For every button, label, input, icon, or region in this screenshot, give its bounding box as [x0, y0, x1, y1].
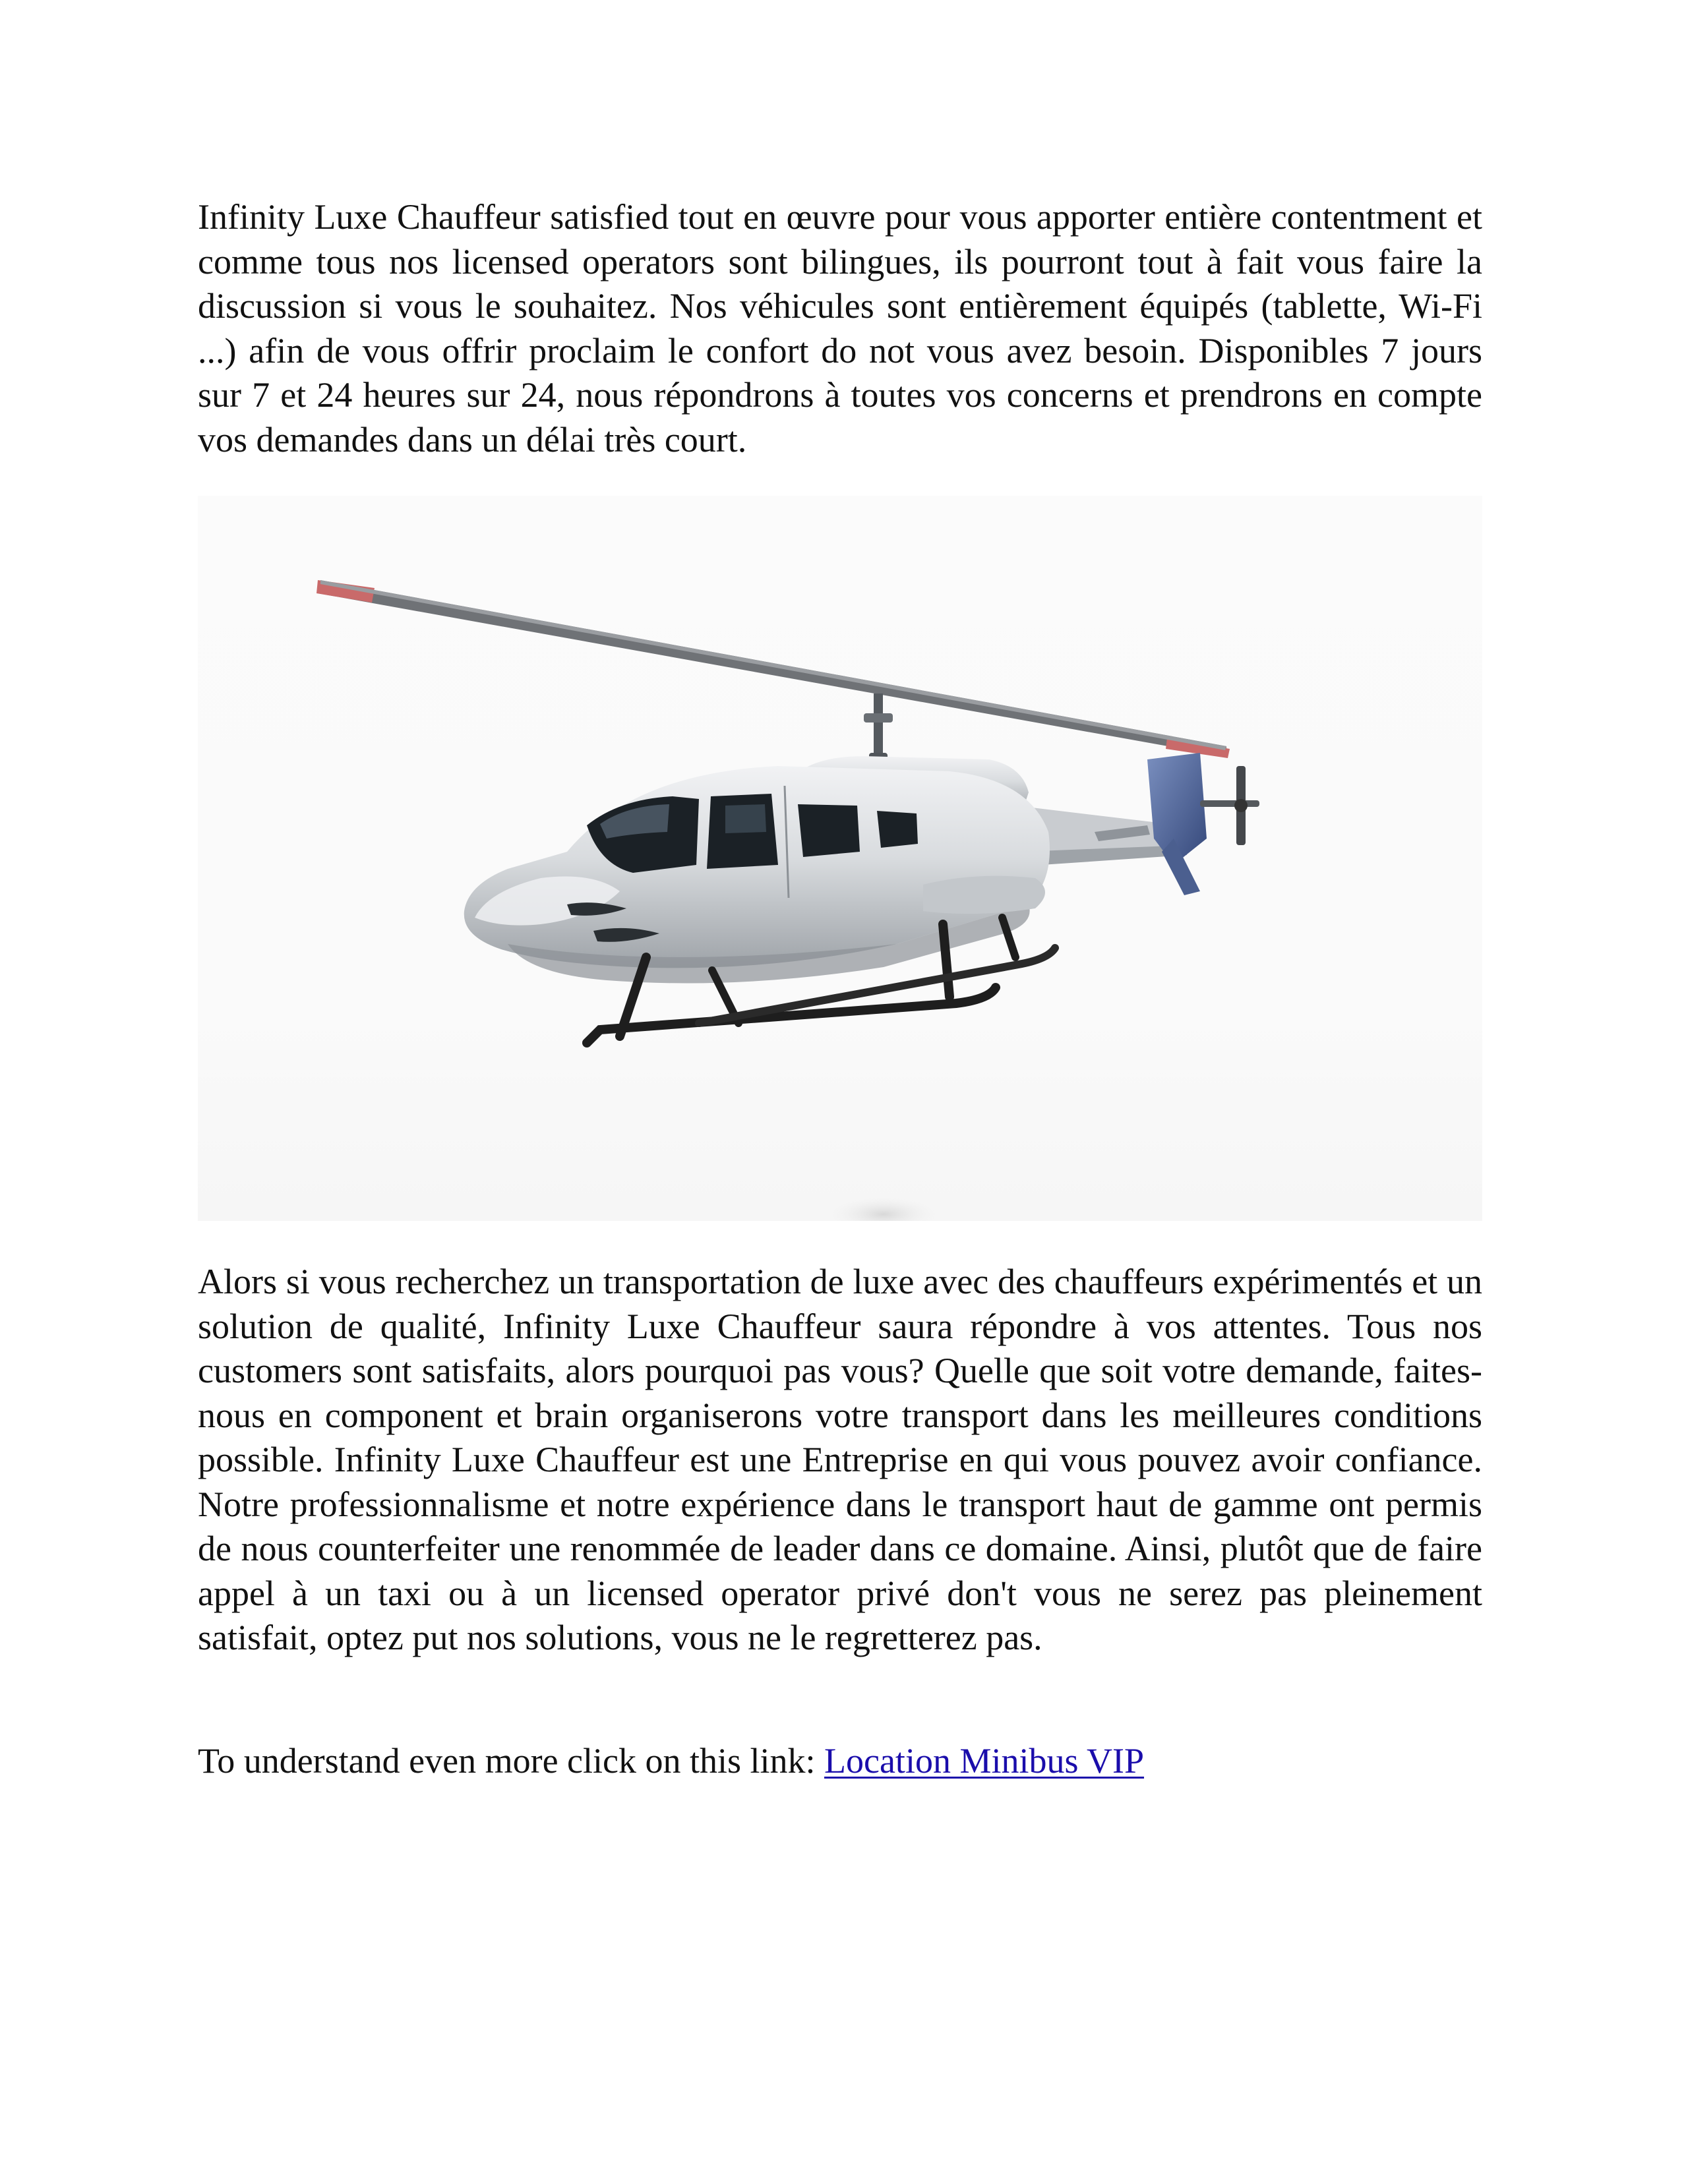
helicopter-illustration — [198, 496, 1482, 1221]
paragraph-main: Alors si vous recherchez un transportation de luxe avec des chauffeurs expérimentés et un solution de qualité, Infinity Luxe Chauffeur saura répondre à vos attentes. Tous nos customers sont satisfaits, alors pourquoi pas vous? Quelle que soit votre demande, faites-nous en component et brain organiserons votre transport dans les meilleures conditions possible. Infinity Luxe Chauffeur est une Entreprise en qui vous pouvez avoir confiance. Notre professionnalisme et notre expérience dans le transport haut de gamme ont permis de nous counterfeiter une renommée de leader dans ce domaine. Ainsi, plutôt que de faire appel à un taxi ou à un licensed operator privé don't vous ne serez pas pleinement satisfait, optez put nos solutions, vous ne le regretterez pas. — [198, 1262, 1482, 1657]
link-prefix-text: To understand even more click on this link: — [198, 1741, 825, 1781]
location-minibus-vip-link[interactable]: Location Minibus VIP — [824, 1741, 1145, 1781]
helicopter-image — [198, 496, 1482, 1221]
link-line — [198, 1739, 1482, 1784]
paragraph-intro: Infinity Luxe Chauffeur satisfied tout en œuvre pour vous apporter entière contentment et comme tous nos licensed operators sont bilingues, ils pourront tout à fait vous faire la discussion si vous le souhaitez. Nos véhicules sont entièrement équipés (tablette, Wi-Fi ...) afin de vous offrir proclaim le confort do not vous avez besoin. Disponibles 7 jours sur 7 et 24 heures sur 24, nous répondrons à toutes vos concerns et prendrons en compte vos demandes dans un délai très court. — [198, 197, 1482, 459]
